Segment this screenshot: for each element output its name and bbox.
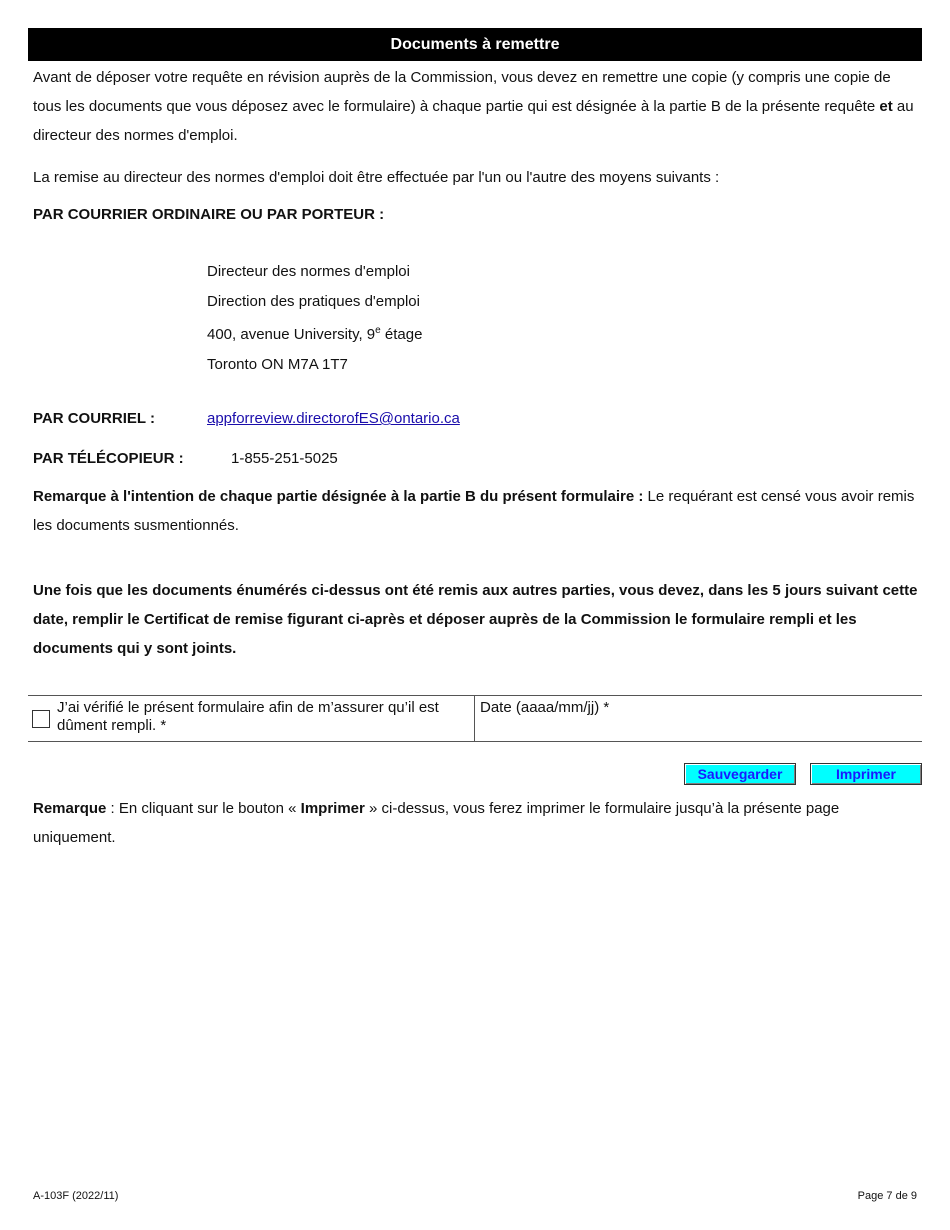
address-street: 400, avenue University, 9 — [207, 326, 376, 343]
intro-text-end: au directeur des normes d'emploi. — [33, 98, 914, 144]
address-line-3 — [207, 316, 422, 350]
verification-cell — [28, 696, 475, 741]
intro-bold: et — [879, 98, 893, 115]
verified-checkbox[interactable] — [32, 710, 50, 728]
remark-print — [33, 794, 923, 852]
remark-print-bold: Remarque — [33, 800, 107, 817]
form-code: A-103F (2022/11) — [33, 1190, 119, 1202]
section-header — [28, 28, 922, 61]
date-cell[interactable] — [475, 696, 922, 741]
remark-parties-text: Le requérant est censé vous avoir remis les documents susmentionnés. — [33, 488, 915, 534]
date-input[interactable] — [605, 699, 909, 719]
page-number: Page 7 de 9 — [857, 1190, 917, 1202]
means-text: La remise au directeur des normes d'emploi doit être effectuée par l'un ou l'autre des moyens suivants : — [33, 169, 720, 186]
save-button[interactable]: Sauvegarder — [684, 763, 796, 785]
mail-address — [207, 257, 422, 379]
print-button[interactable]: Imprimer — [810, 763, 922, 785]
remark-print-button-name: Imprimer — [300, 800, 365, 817]
verification-row — [28, 695, 922, 742]
address-line-1: Directeur des normes d'emploi — [207, 263, 410, 280]
verified-label: J’ai vérifié le présent formulaire afin de m’assurer qu’il est dûment rempli. * — [57, 699, 439, 734]
intro-paragraph — [33, 63, 923, 150]
remark-parties — [33, 482, 923, 540]
mail-heading: PAR COURRIER ORDINAIRE OU PAR PORTEUR : — [33, 206, 385, 223]
address-floor: étage — [380, 326, 423, 343]
date-label: Date (aaaa/mm/jj) * — [480, 699, 610, 716]
remark-print-text-end: » ci-dessus, vous ferez imprimer le formulaire jusqu’à la présente page uniquement. — [33, 800, 840, 846]
intro-text: Avant de déposer votre requête en révision auprès de la Commission, vous devez en remettre une copie (y compris une copie de tous les documents que vous déposez avec le formulaire) à chaque partie qui est désignée à la partie B de la présente requête — [33, 69, 891, 115]
section-title: Documents à remettre — [390, 35, 560, 53]
remark-parties-bold: Remarque à l'intention de chaque partie désignée à la partie B du présent formulaire : — [33, 488, 644, 505]
address-line-4: Toronto ON M7A 1T7 — [207, 355, 348, 373]
fax-label: PAR TÉLÉCOPIEUR : — [33, 450, 184, 467]
fax-number: 1-855-251-5025 — [231, 450, 338, 467]
address-sup: e — [375, 325, 381, 336]
email-link[interactable]: appforreview.directorofES@ontario.ca — [207, 410, 460, 427]
address-line-2: Direction des pratiques d'emploi — [207, 292, 420, 310]
remark-print-text: : En cliquant sur le bouton « — [106, 800, 301, 817]
email-label: PAR COURRIEL : — [33, 410, 155, 427]
instruction-text: Une fois que les documents énumérés ci-dessus ont été remis aux autres parties, vous devez, dans les 5 jours suivant cette date, remplir le Certificat de remise figurant ci-après et déposer auprès de la Commission le formulaire rempli et les documents qui y sont joints. — [33, 582, 918, 657]
